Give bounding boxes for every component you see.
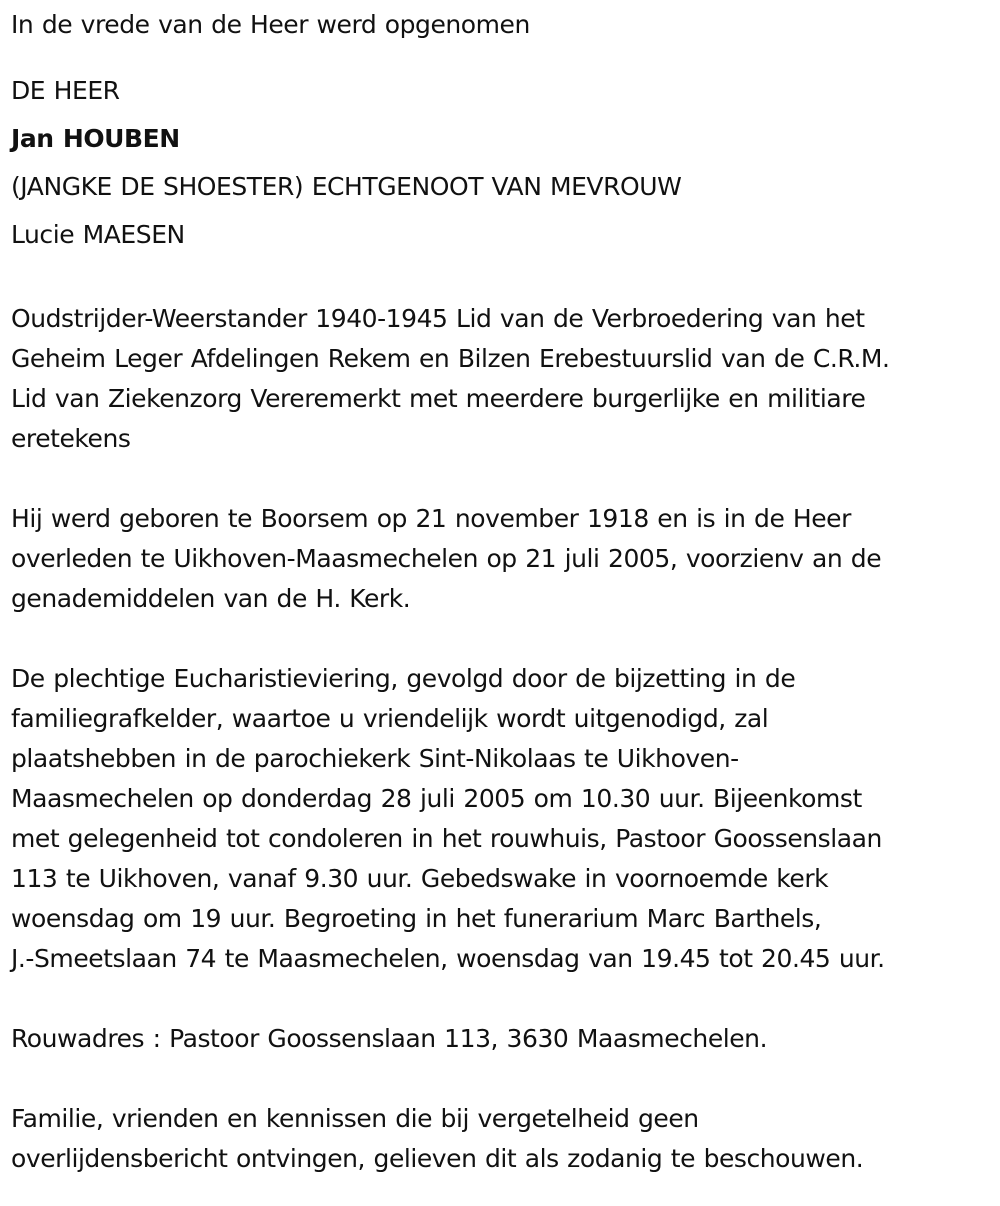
ceremony-line: met gelegenheid tot condoleren in het rouwhuis, Pastoor Goossenslaan xyxy=(11,824,882,853)
birth-death-line: genademiddelen van de H. Kerk. xyxy=(11,584,411,613)
obituary-notice xyxy=(11,0,986,1179)
spouse-name: Lucie MAESEN xyxy=(11,220,185,249)
spacer xyxy=(11,1059,986,1099)
bio-line: Geheim Leger Afdelingen Rekem en Bilzen Erebestuurslid van de C.R.M. xyxy=(11,344,890,373)
intro-line: In de vrede van de Heer werd opgenomen xyxy=(11,10,530,39)
title-line: DE HEER xyxy=(11,76,120,105)
bio-line: eretekens xyxy=(11,424,131,453)
deceased-name: Jan HOUBEN xyxy=(11,124,180,153)
ceremony-line: J.-Smeetslaan 74 te Maasmechelen, woensdag van 19.45 tot 20.45 uur. xyxy=(11,944,885,973)
ceremony-line: De plechtige Eucharistieviering, gevolgd door de bijzetting in de xyxy=(11,664,796,693)
spacer xyxy=(11,619,986,659)
spacer xyxy=(11,459,986,499)
birth-death-paragraph xyxy=(11,499,986,619)
ceremony-line: plaatshebben in de parochiekerk Sint-Nikolaas te Uikhoven- xyxy=(11,744,739,773)
birth-death-line: overleden te Uikhoven-Maasmechelen op 21 juli 2005, voorzienv an de xyxy=(11,544,882,573)
spacer xyxy=(11,259,986,299)
ceremony-line: 113 te Uikhoven, vanaf 9.30 uur. Gebedswake in voornoemde kerk xyxy=(11,864,829,893)
spacer xyxy=(11,45,986,67)
spacer xyxy=(11,979,986,1019)
ceremony-line: Maasmechelen op donderdag 28 juli 2005 om 10.30 uur. Bijeenkomst xyxy=(11,784,862,813)
ceremony-line: familiegrafkelder, waartoe u vriendelijk wordt uitgenodigd, zal xyxy=(11,704,769,733)
mourning-address: Rouwadres : Pastoor Goossenslaan 113, 3630 Maasmechelen. xyxy=(11,1024,768,1053)
bio-line: Oudstrijder-Weerstander 1940-1945 Lid van de Verbroedering van het xyxy=(11,304,865,333)
closing-line: Familie, vrienden en kennissen die bij vergetelheid geen xyxy=(11,1104,699,1133)
bio-paragraph xyxy=(11,299,986,459)
bio-line: Lid van Ziekenzorg Vereremerkt met meerdere burgerlijke en militiare xyxy=(11,384,866,413)
ceremony-line: woensdag om 19 uur. Begroeting in het funerarium Marc Barthels, xyxy=(11,904,822,933)
ceremony-paragraph xyxy=(11,659,986,979)
nickname-line: (JANGKE DE SHOESTER) ECHTGENOOT VAN MEVROUW xyxy=(11,172,682,201)
closing-line: overlijdensbericht ontvingen, gelieven dit als zodanig te beschouwen. xyxy=(11,1144,864,1173)
birth-death-line: Hij werd geboren te Boorsem op 21 november 1918 en is in de Heer xyxy=(11,504,851,533)
closing-paragraph xyxy=(11,1099,986,1179)
